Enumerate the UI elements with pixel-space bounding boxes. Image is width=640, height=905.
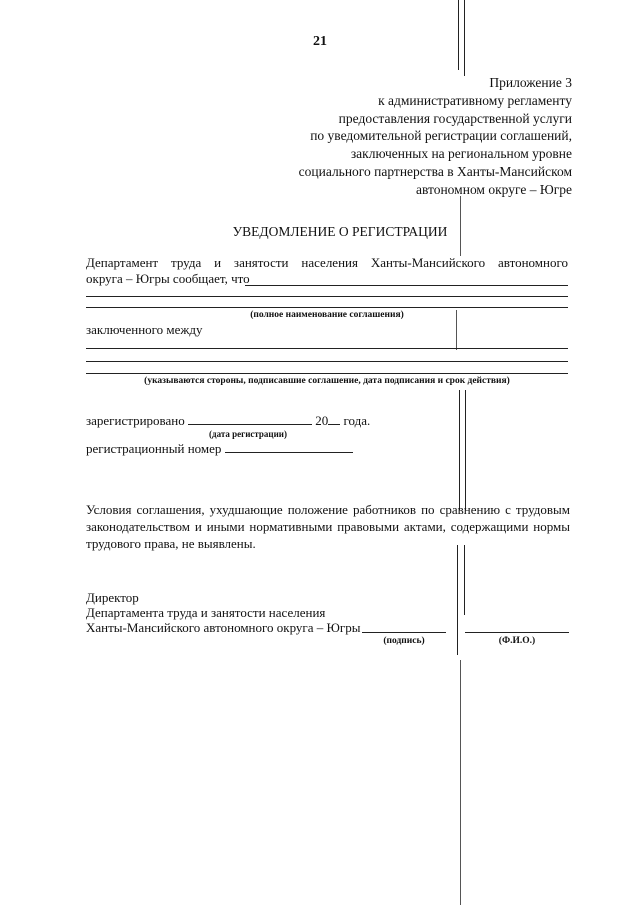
margin-line xyxy=(464,545,465,615)
registered-row xyxy=(86,413,370,428)
appendix-line: к административному регламенту xyxy=(378,92,572,108)
caption-reg-date: (дата регистрации) xyxy=(209,429,287,439)
appendix-line: Приложение 3 xyxy=(489,75,572,90)
notice-title: УВЕДОМЛЕНИЕ О РЕГИСТРАЦИИ xyxy=(232,224,448,239)
caption-parties: (указываются стороны, подписавшие соглашение, дата подписания и срок действия) xyxy=(144,376,510,386)
appendix-line: предоставления государственной услуги xyxy=(338,110,572,126)
reg-number-field xyxy=(225,452,353,453)
agreement-name-line xyxy=(86,296,568,297)
reg-number-label: регистрационный номер xyxy=(86,441,222,456)
appendix-line: заключенных на региональном уровне xyxy=(350,146,572,162)
registered-label: зарегистрировано xyxy=(86,413,185,428)
margin-line xyxy=(459,390,460,510)
appendix-line: социального партнерства в Ханты-Мансийском xyxy=(298,163,572,179)
signatory-title-1: Директор xyxy=(86,590,139,605)
margin-line xyxy=(465,390,466,510)
conditions-line-1: Условия соглашения, ухудшающие положение работников по сравнению с трудовым xyxy=(86,502,570,517)
agreement-name-line xyxy=(245,285,568,286)
year-prefix: 20 xyxy=(315,413,329,428)
registration-date-field xyxy=(188,424,312,425)
appendix-header xyxy=(212,74,572,199)
signatory-title-3: Ханты-Мансийского автономного округа – Югры xyxy=(86,620,361,635)
year-field xyxy=(328,424,340,425)
year-suffix: года. xyxy=(343,413,371,428)
caption-signature: (подпись) xyxy=(383,636,425,646)
margin-line xyxy=(457,545,458,655)
parties-line xyxy=(86,373,568,374)
intro-line-2: округа – Югры сообщает, что xyxy=(86,271,250,286)
caption-name: (Ф.И.О.) xyxy=(498,636,536,646)
agreement-name-line xyxy=(86,307,568,308)
reg-number-row xyxy=(86,441,353,456)
name-line xyxy=(465,632,569,633)
intro-line-1: Департамент труда и занятости населения Ханты-Мансийского автономного xyxy=(86,255,568,270)
concluded-between-label: заключенного между xyxy=(86,322,203,337)
signatory-title-2: Департамента труда и занятости населения xyxy=(86,605,326,620)
parties-line xyxy=(86,361,568,362)
appendix-line: по уведомительной регистрации соглашений, xyxy=(310,128,572,144)
conditions-line-2: законодательством и иными нормативными правовыми актами, содержащими нормы xyxy=(86,519,570,534)
margin-line xyxy=(460,660,461,905)
signature-line xyxy=(362,632,446,633)
parties-line xyxy=(86,348,568,349)
appendix-line: автономном округе – Югре xyxy=(415,181,572,197)
caption-agreement-name: (полное наименование соглашения) xyxy=(250,310,404,320)
conditions-line-3: трудового права, не выявлены. xyxy=(86,536,256,551)
page-number: 21 xyxy=(313,34,327,49)
